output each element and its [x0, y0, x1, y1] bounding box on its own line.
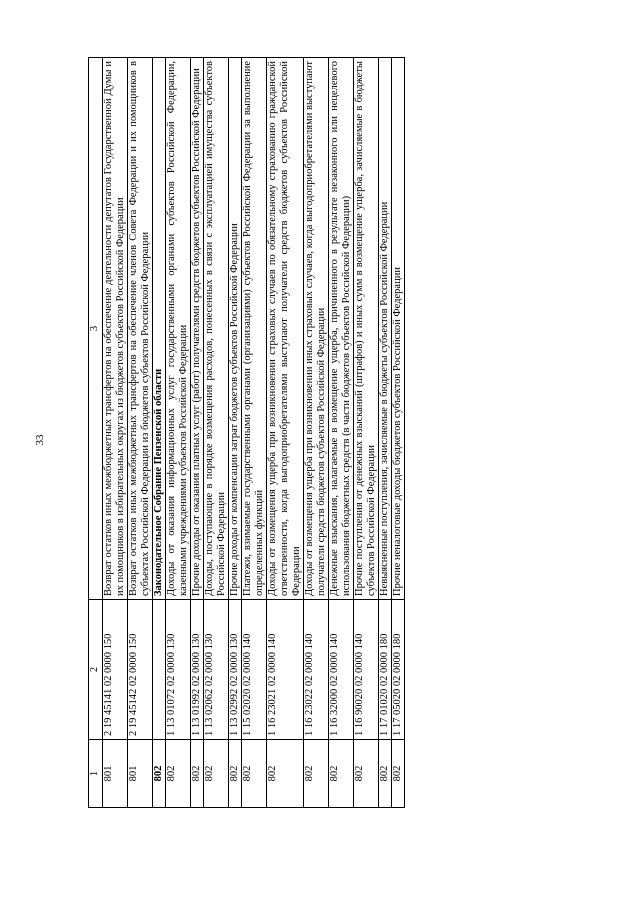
cell-admin-code: 802 [166, 740, 191, 808]
cell-revenue-code: 1 16 32000 02 0000 140 [329, 600, 354, 740]
cell-admin-code: 802 [229, 740, 242, 808]
cell-revenue-code: 2 19 45142 02 0000 150 [128, 600, 153, 740]
table-row [153, 58, 166, 808]
cell-revenue-name: Платежи, взимаемые государственными органами (организациями) субъектов Российской Федерации за выполнение определенных функций [242, 58, 267, 600]
cell-revenue-name: Прочие поступления от денежных взысканий (штрафов) и иных сумм в возмещение ущерба, зачисляемые в бюджеты субъектов Российской Федерации [354, 58, 379, 600]
cell-revenue-code: 1 13 01072 02 0000 130 [166, 600, 191, 740]
table-row [267, 58, 304, 808]
cell-admin-code: 802 [392, 740, 405, 808]
column-header-admin: 1 [89, 740, 103, 808]
revenue-codes-table [88, 57, 405, 808]
cell-revenue-name: Возврат остатков иных межбюджетных трансфертов на обеспечение членов Совета Федерации и их помощников в субъектах Российской Федерации из бюджетов субъектов Российской Федерации [128, 58, 153, 600]
cell-revenue-name: Доходы от оказания информационных услуг государственными органами субъектов Российской Федерации, казенными учреждениями субъектов Российской Федерации [166, 58, 191, 600]
cell-revenue-name: Невыясненные поступления, зачисляемые в бюджеты субъектов Российской Федерации [379, 58, 392, 600]
cell-revenue-code: 1 17 05020 02 0000 180 [392, 600, 405, 740]
table-row [379, 58, 392, 808]
cell-revenue-name: Доходы от возмещения ущерба при возникновении страховых случаев по обязательному страхованию гражданской ответственности, когда выгодоприобретателями выступают получатели средств бюджетов субъектов Российской Федерации [267, 58, 304, 600]
cell-revenue-code: 1 17 01020 02 0000 180 [379, 600, 392, 740]
table-row [128, 58, 153, 808]
table-row [304, 58, 329, 808]
cell-admin-code: 802 [267, 740, 304, 808]
cell-revenue-name: Прочие доходы от оказания платных услуг (работ) получателями средств бюджетов субъектов Российской Федерации [191, 58, 204, 600]
cell-revenue-name: Доходы, поступающие в порядке возмещения расходов, понесенных в связи с эксплуатацией имущества субъектов Российской Федерации [204, 58, 229, 600]
cell-admin-code: 802 [153, 740, 166, 808]
table-row [242, 58, 267, 808]
cell-revenue-code: 1 13 02062 02 0000 130 [204, 600, 229, 740]
cell-revenue-code: 2 19 45141 02 0000 150 [103, 600, 128, 740]
cell-revenue-code: 1 16 90020 02 0000 140 [354, 600, 379, 740]
cell-revenue-code: 1 13 02992 02 0000 130 [229, 600, 242, 740]
cell-revenue-name: Доходы от возмещения ущерба при возникновении иных страховых случаев, когда выгодоприобретателями выступают получатели средств бюджетов субъектов Российской Федерации [304, 58, 329, 600]
table-row [329, 58, 354, 808]
cell-revenue-name: Прочие доходы от компенсации затрат бюджетов субъектов Российской Федерации [229, 58, 242, 600]
rotated-page-content [88, 58, 534, 808]
column-header-name: 3 [89, 58, 103, 600]
table-row [354, 58, 379, 808]
table-row [191, 58, 204, 808]
cell-admin-code: 802 [379, 740, 392, 808]
cell-revenue-code: 1 15 02020 02 0000 140 [242, 600, 267, 740]
cell-revenue-code: 1 16 23022 02 0000 140 [304, 600, 329, 740]
column-header-code: 2 [89, 600, 103, 740]
cell-admin-code: 802 [329, 740, 354, 808]
cell-revenue-code [153, 600, 166, 740]
table-row [204, 58, 229, 808]
cell-revenue-code: 1 16 23021 02 0000 140 [267, 600, 304, 740]
table-header-row [89, 58, 103, 808]
cell-revenue-name: Законодательное Собрание Пензенской области [153, 58, 166, 600]
cell-admin-code: 801 [103, 740, 128, 808]
table-row [392, 58, 405, 808]
table-body [103, 58, 405, 808]
cell-revenue-name: Возврат остатков иных межбюджетных трансфертов на обеспечение деятельности депутатов Государственной Думы и их помощников в избирательных округах из бюджетов субъектов Российской Федерации [103, 58, 128, 600]
table-row [229, 58, 242, 808]
cell-admin-code: 802 [354, 740, 379, 808]
table-row [103, 58, 128, 808]
cell-admin-code: 802 [204, 740, 229, 808]
cell-revenue-name: Прочие неналоговые доходы бюджетов субъектов Российской Федерации [392, 58, 405, 600]
page-number: 33 [34, 434, 46, 446]
cell-admin-code: 802 [191, 740, 204, 808]
cell-revenue-code: 1 13 01992 02 0000 130 [191, 600, 204, 740]
table-row [166, 58, 191, 808]
cell-admin-code: 802 [242, 740, 267, 808]
cell-admin-code: 801 [128, 740, 153, 808]
cell-revenue-name: Денежные взыскания, налагаемые в возмещение ущерба, причиненного в результате незаконного или нецелевого использования бюджетных средств (в части бюджетов субъектов Российской Федерации) [329, 58, 354, 600]
cell-admin-code: 802 [304, 740, 329, 808]
